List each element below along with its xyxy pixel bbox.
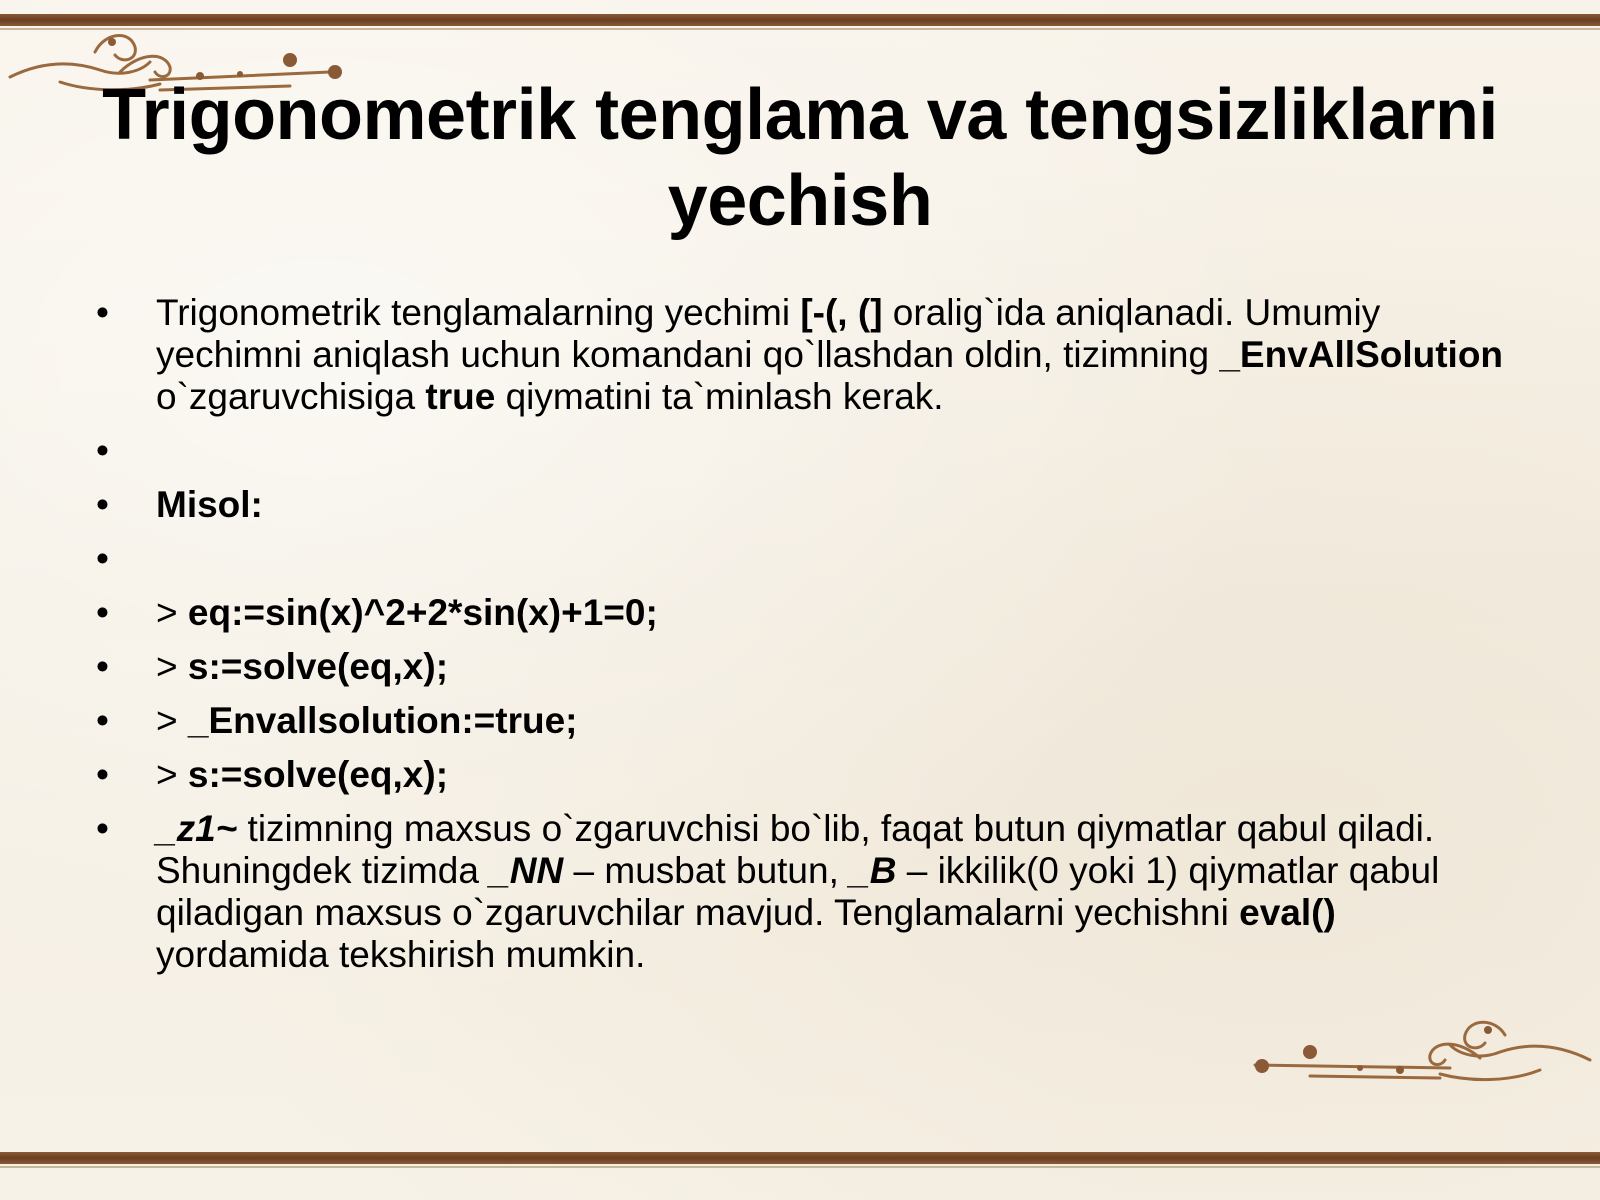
title-line-1: Trigonometrik tenglama va tengsizliklarni	[102, 75, 1498, 155]
paragraph-text: o`zgaruvchisiga	[156, 376, 426, 417]
list-item-empty	[90, 538, 1510, 580]
title-line-2: yechish	[667, 161, 933, 241]
code-line	[90, 646, 1510, 688]
bullet-marker: •	[96, 592, 109, 633]
bullet-marker: •	[96, 430, 109, 471]
code-prompt: >	[156, 700, 188, 741]
list-item	[90, 292, 1510, 418]
paragraph-text: qiymatini ta`minlash kerak.	[495, 376, 944, 417]
variable-name: _B	[849, 850, 897, 891]
bottom-border	[0, 1152, 1600, 1164]
paragraph-text: – musbat butun,	[563, 850, 850, 891]
slide-title	[60, 72, 1540, 244]
code-line	[90, 592, 1510, 634]
code-prompt: >	[156, 646, 188, 687]
paragraph-text: tizimning maxsus o`zgaruvchisi bo`lib, faqat butun qiymatlar qabul qiladi. Shuningdek tizimda	[156, 808, 1435, 891]
paragraph-text: oralig`ida aniqlanadi. Umumiy yechimni aniqlash uchun komandani qo`llashdan oldin, tizimning	[156, 292, 1381, 375]
bullet-marker: •	[96, 808, 109, 849]
example-label: Misol:	[156, 484, 263, 525]
code-text: _Envallsolution:=true;	[187, 700, 578, 741]
bottom-border-line	[0, 1166, 1600, 1168]
paragraph-text: – ikkilik(0 yoki 1) qiymatlar qabul qiladigan maxsus o`zgaruvchilar mavjud. Tenglamalarni yechishni	[156, 850, 1440, 933]
bullet-marker: •	[96, 484, 109, 525]
variable-name: _EnvAllSolution	[1219, 334, 1504, 375]
list-item-empty	[90, 430, 1510, 472]
code-line	[90, 754, 1510, 796]
code-prompt: >	[156, 592, 188, 633]
function-name: eval()	[1239, 892, 1336, 933]
code-text: eq:=sin(x)^2+2*sin(x)+1=0;	[187, 592, 658, 633]
bullet-marker: •	[96, 646, 109, 687]
paragraph-text: yordamida tekshirish mumkin.	[156, 934, 646, 975]
variable-name: _NN	[489, 850, 564, 891]
bullet-list	[90, 292, 1510, 976]
keyword-true: true	[425, 376, 496, 417]
bullet-marker: •	[96, 754, 109, 795]
bullet-marker: •	[96, 538, 109, 579]
code-text: s:=solve(eq,x);	[187, 646, 449, 687]
code-line	[90, 700, 1510, 742]
bullet-marker: •	[96, 700, 109, 741]
bullet-marker: •	[96, 292, 109, 333]
paragraph-text: Trigonometrik tenglamalarning yechimi	[156, 292, 801, 333]
variable-name: _z1~	[156, 808, 238, 849]
code-prompt: >	[156, 754, 188, 795]
code-text: s:=solve(eq,x);	[187, 754, 449, 795]
list-item	[90, 484, 1510, 526]
interval-text: [-(, (]	[800, 292, 883, 333]
list-item	[90, 808, 1510, 976]
flourish-ornament-bottom-right	[1250, 1020, 1600, 1110]
